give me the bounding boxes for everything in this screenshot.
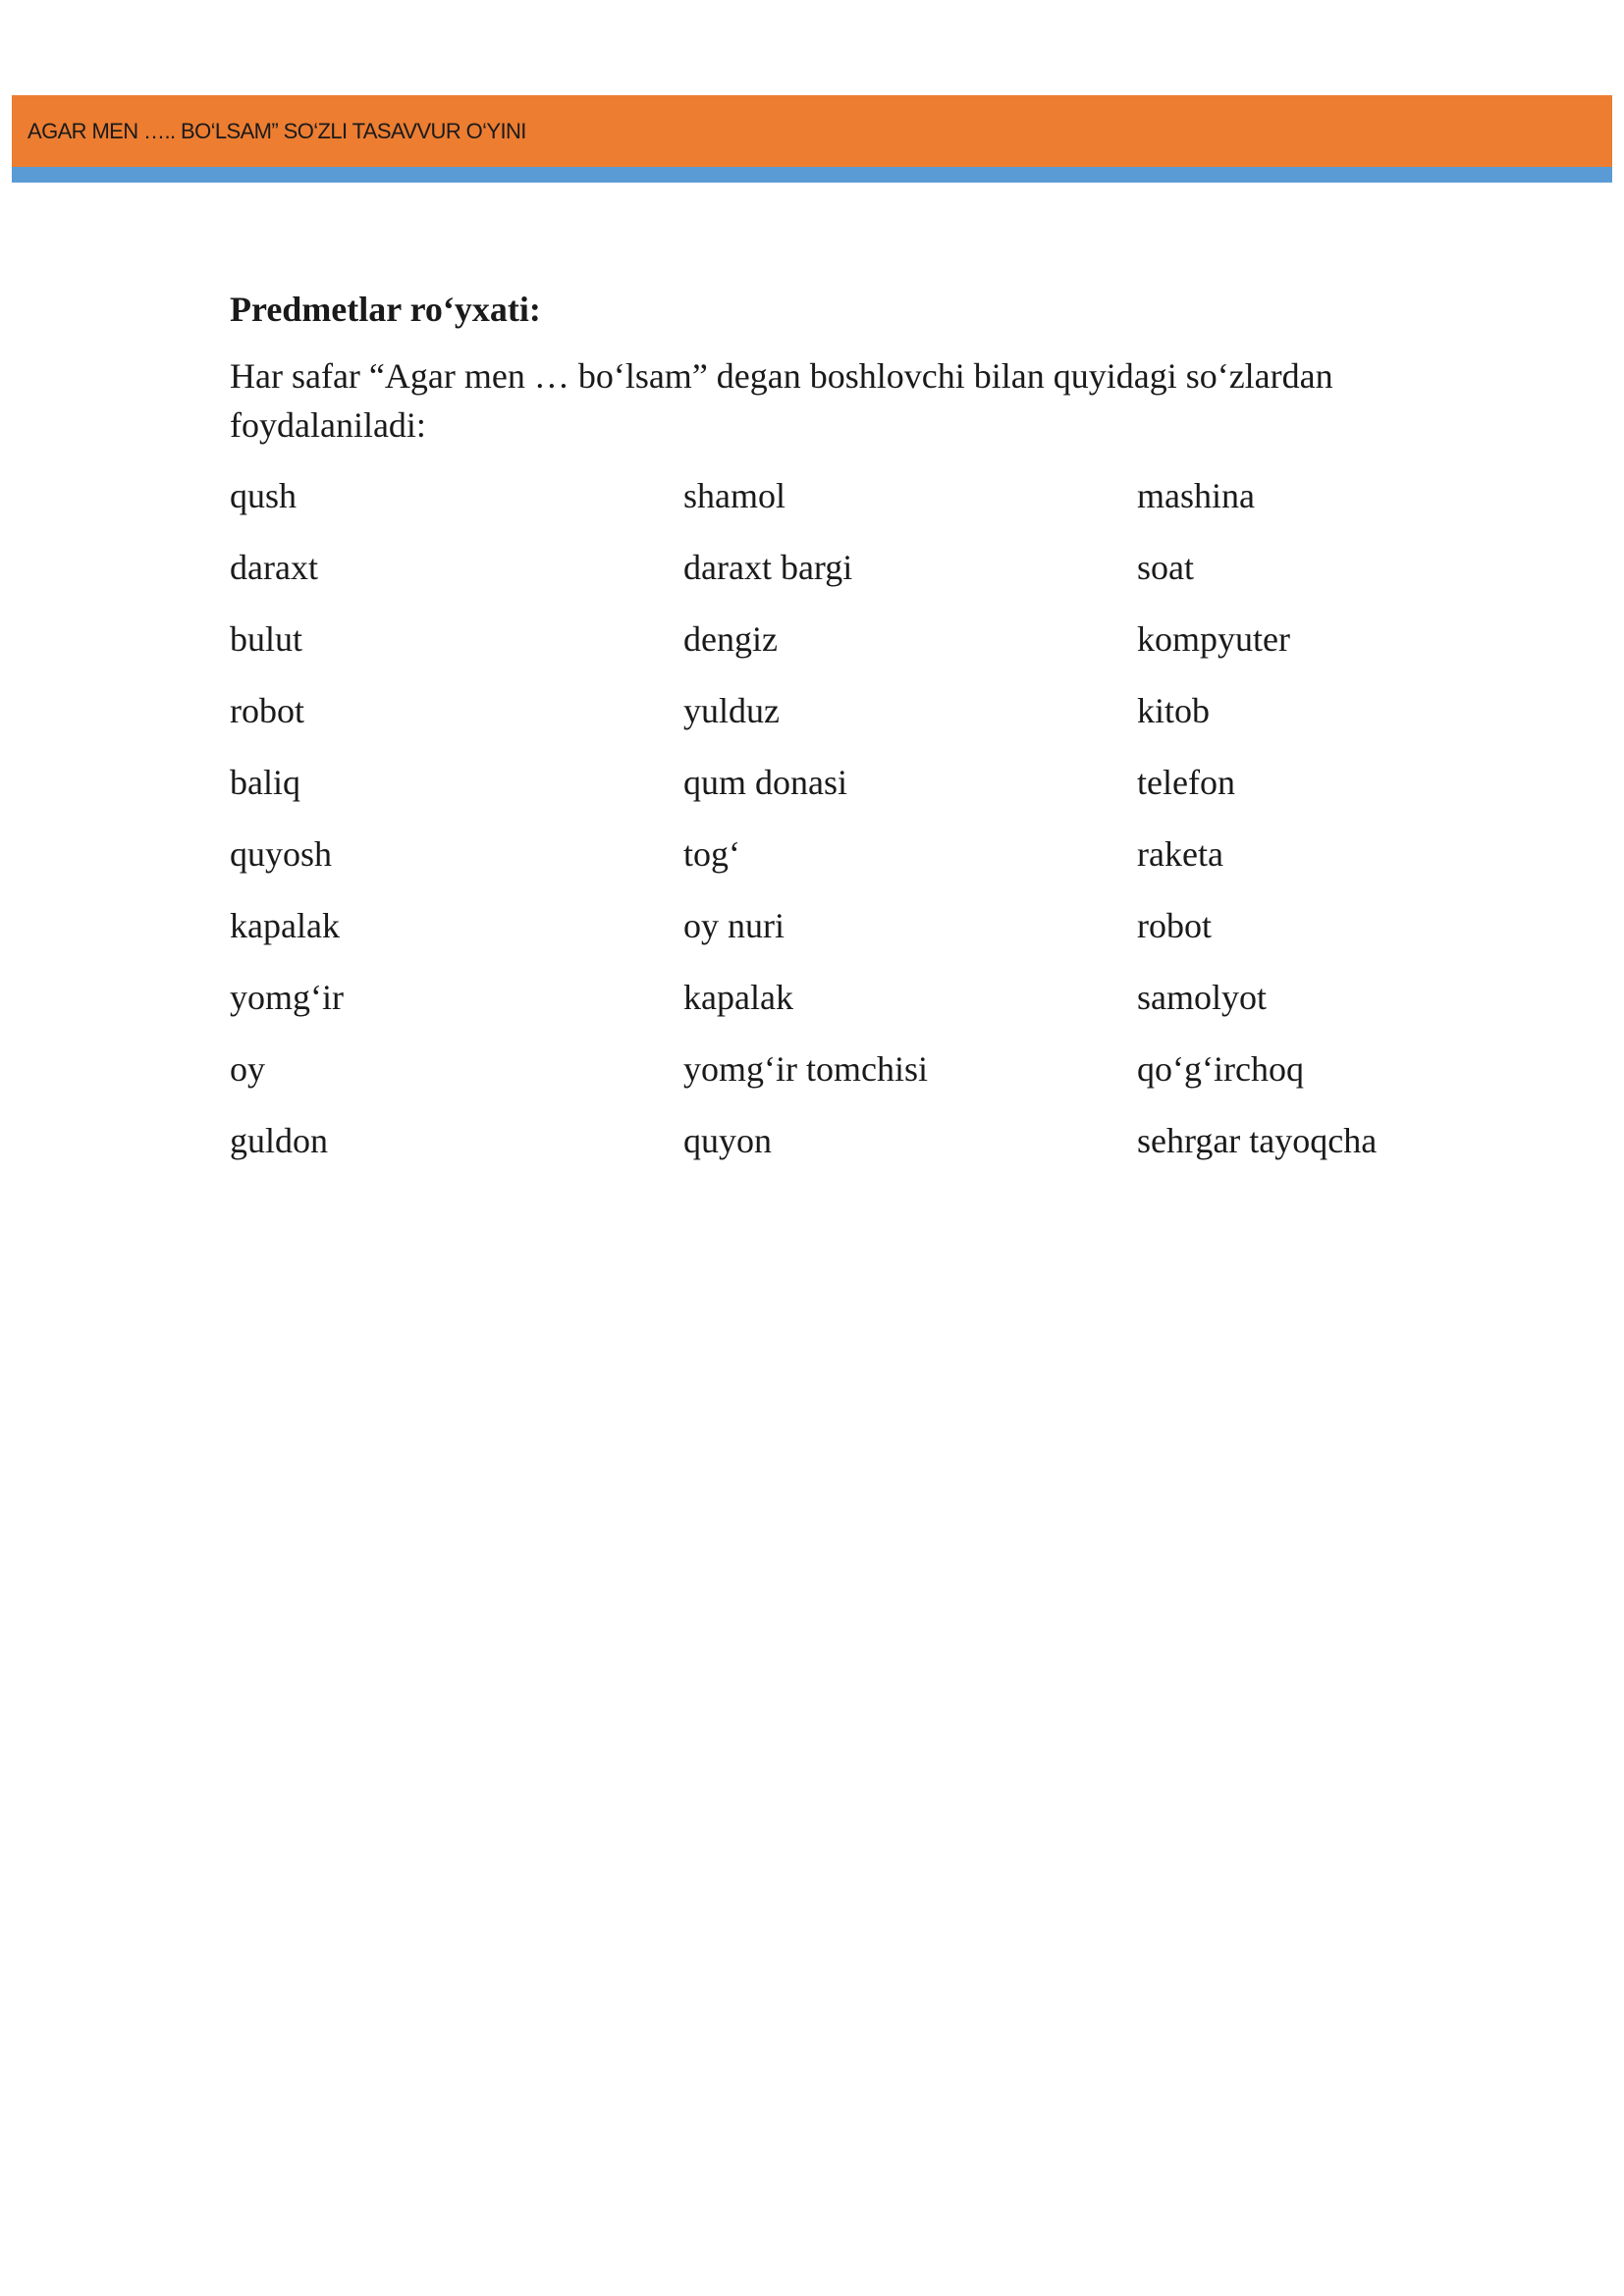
header-title: AGAR MEN ….. BO‘LSAM” SO‘ZLI TASAVVUR O‘YINI — [27, 119, 526, 143]
list-item: shamol — [683, 476, 785, 515]
list-item: oy — [230, 1049, 265, 1089]
list-item: kapalak — [683, 978, 793, 1017]
list-item: robot — [1137, 906, 1212, 945]
document-body — [230, 285, 1428, 1188]
list-item: daraxt bargi — [683, 548, 853, 587]
list-item: tog‘ — [683, 834, 740, 874]
list-item: dengiz — [683, 619, 778, 659]
list-item: samolyot — [1137, 978, 1267, 1017]
list-item: sehrgar tayoqcha — [1137, 1121, 1378, 1160]
list-item: guldon — [230, 1121, 329, 1160]
list-item: bulut — [230, 619, 303, 659]
list-item: qush — [230, 476, 298, 515]
list-item: qo‘g‘irchoq — [1137, 1049, 1304, 1089]
list-item: baliq — [230, 763, 300, 802]
word-list — [230, 471, 1428, 1188]
section-title: Predmetlar ro‘yxati: — [230, 290, 541, 329]
list-item: qum donasi — [683, 763, 847, 802]
list-item: mashina — [1137, 476, 1255, 515]
list-item: yulduz — [683, 691, 780, 730]
intro-paragraph: Har safar “Agar men … bo‘lsam” degan boshlovchi bilan quyidagi so‘zlardan foydalaniladi: — [230, 356, 1333, 445]
list-item: quyosh — [230, 834, 333, 874]
list-item: quyon — [683, 1121, 772, 1160]
list-item: yomg‘ir — [230, 978, 344, 1017]
list-item: kompyuter — [1137, 619, 1290, 659]
list-item: oy nuri — [683, 906, 785, 945]
list-item: raketa — [1137, 834, 1223, 874]
header-stripe — [12, 167, 1612, 183]
list-item: soat — [1137, 548, 1194, 587]
list-item: kapalak — [230, 906, 340, 945]
list-item: robot — [230, 691, 304, 730]
header-band — [12, 95, 1612, 167]
list-item: telefon — [1137, 763, 1235, 802]
list-item: daraxt — [230, 548, 318, 587]
list-item: yomg‘ir tomchisi — [683, 1049, 928, 1089]
list-item: kitob — [1137, 691, 1211, 730]
